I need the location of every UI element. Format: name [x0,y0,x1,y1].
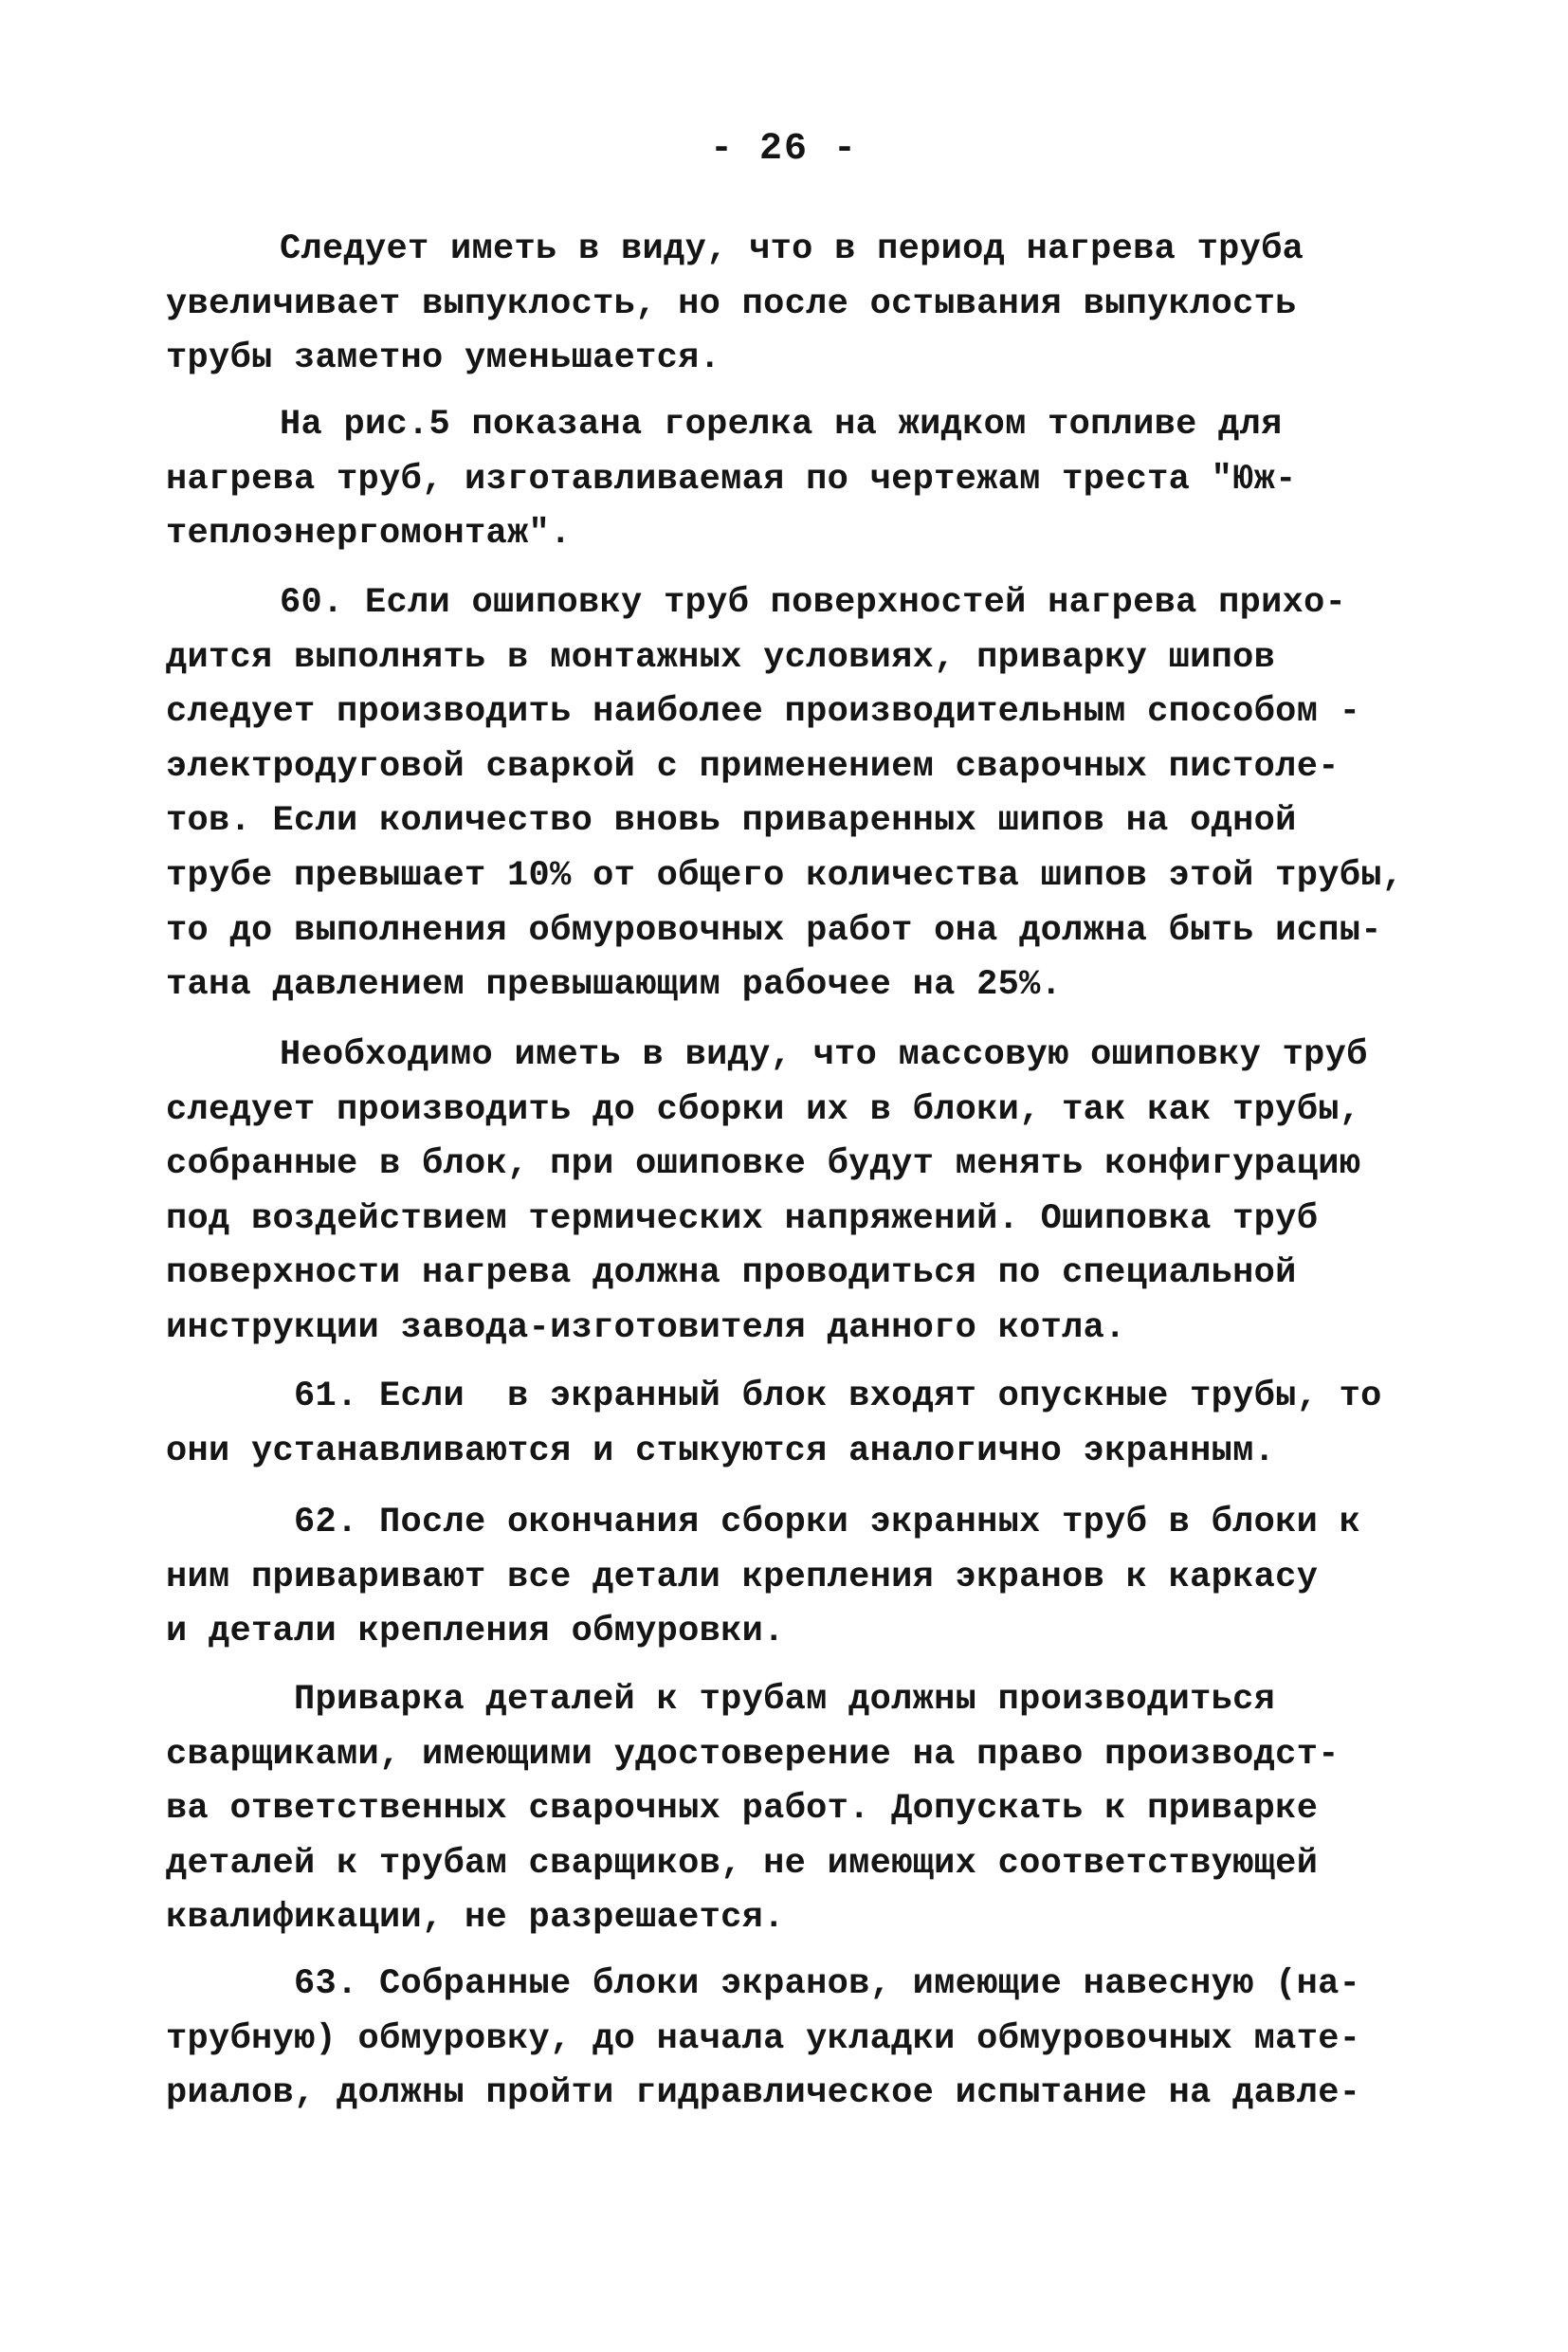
text-line: Необходимо иметь в виду, что массовую ошиповку труб [280,1035,1368,1075]
paragraph-2 [166,398,1474,562]
text-line: нагрева труб, изготавливаемая по чертежам треста "Юж- [166,459,1297,500]
paragraph-1 [166,223,1474,387]
text-line: дится выполнять в монтажных условиях, приварку шипов [166,637,1276,678]
text-line: Следует иметь в виду, что в период нагрева труба [280,229,1304,269]
text-line: сварщиками, имеющими удостоверение на право производст- [166,1734,1340,1775]
text-line: следует производить наиболее производительным способом - [166,692,1361,733]
text-line: то до выполнения обмуровочных работ она должна быть испы- [166,910,1382,951]
text-line: 61. Если в экранный блок входят опускные трубы, то [294,1377,1382,1416]
text-line: ним приваривают все детали крепления экранов к каркасу [166,1557,1319,1597]
text-line: квалификации, не разрешается. [166,1898,785,1939]
text-line: трубе превышает 10% от общего количества шипов этой трубы, [166,855,1404,896]
paragraph-62 [166,1496,1474,1660]
text-line: 62. После окончания сборки экранных труб в блоки к [294,1503,1361,1542]
text-line: они устанавливаются и стыкуются аналогично экранным. [166,1431,1276,1471]
text-line: ва ответственных сварочных работ. Допускать к приварке [166,1789,1319,1830]
text-line: Приварка деталей к трубам должны производиться [294,1680,1276,1720]
text-line: 60. Если ошиповку труб поверхностей нагрева прихо- [280,583,1347,623]
text-line: тана давлением превышающим рабочее на 25%. [166,965,1063,1006]
text-line: увеличивает выпуклость, но после остывания выпуклость [166,283,1297,324]
page-number: - 26 - [709,128,859,171]
text-line: риалов, должны пройти гидравлическое испытание на давле- [166,2073,1361,2114]
text-line: поверхности нагрева должна проводиться по специальной [166,1253,1297,1294]
text-line: деталей к трубам сварщиков, не имеющих соответствующей [166,1843,1319,1884]
paragraph-7 [166,1673,1474,1946]
text-line: электродуговой сваркой с применением сварочных пистоле- [166,746,1340,787]
text-line: следует производить до сборки их в блоки, так как трубы, [166,1089,1361,1130]
paragraph-4 [166,1029,1474,1357]
paragraph-60 [166,576,1474,1013]
text-line: трубную) обмуровку, до начала укладки обмуровочных мате- [166,2018,1361,2059]
paragraph-61 [166,1370,1474,1479]
text-line: На рис.5 показана горелка на жидком топливе для [280,405,1283,445]
text-line: инструкции завода-изготовителя данного котла. [166,1307,1126,1348]
text-line: трубы заметно уменьшается. [166,338,721,379]
paragraph-63 [166,1958,1474,2122]
text-line: и детали крепления обмуровки. [166,1612,785,1652]
text-line: собранные в блок, при ошиповке будут менять конфигурацию [166,1144,1361,1185]
text-line: тов. Если количество вновь приваренных шипов на одной [166,801,1297,842]
text-line: под воздействием термических напряжений. Ошиповка труб [166,1198,1319,1239]
text-line: 63. Собранные блоки экранов, имеющие навесную (на- [294,1964,1361,2004]
text-line: теплоэнергомонтаж". [166,514,572,555]
